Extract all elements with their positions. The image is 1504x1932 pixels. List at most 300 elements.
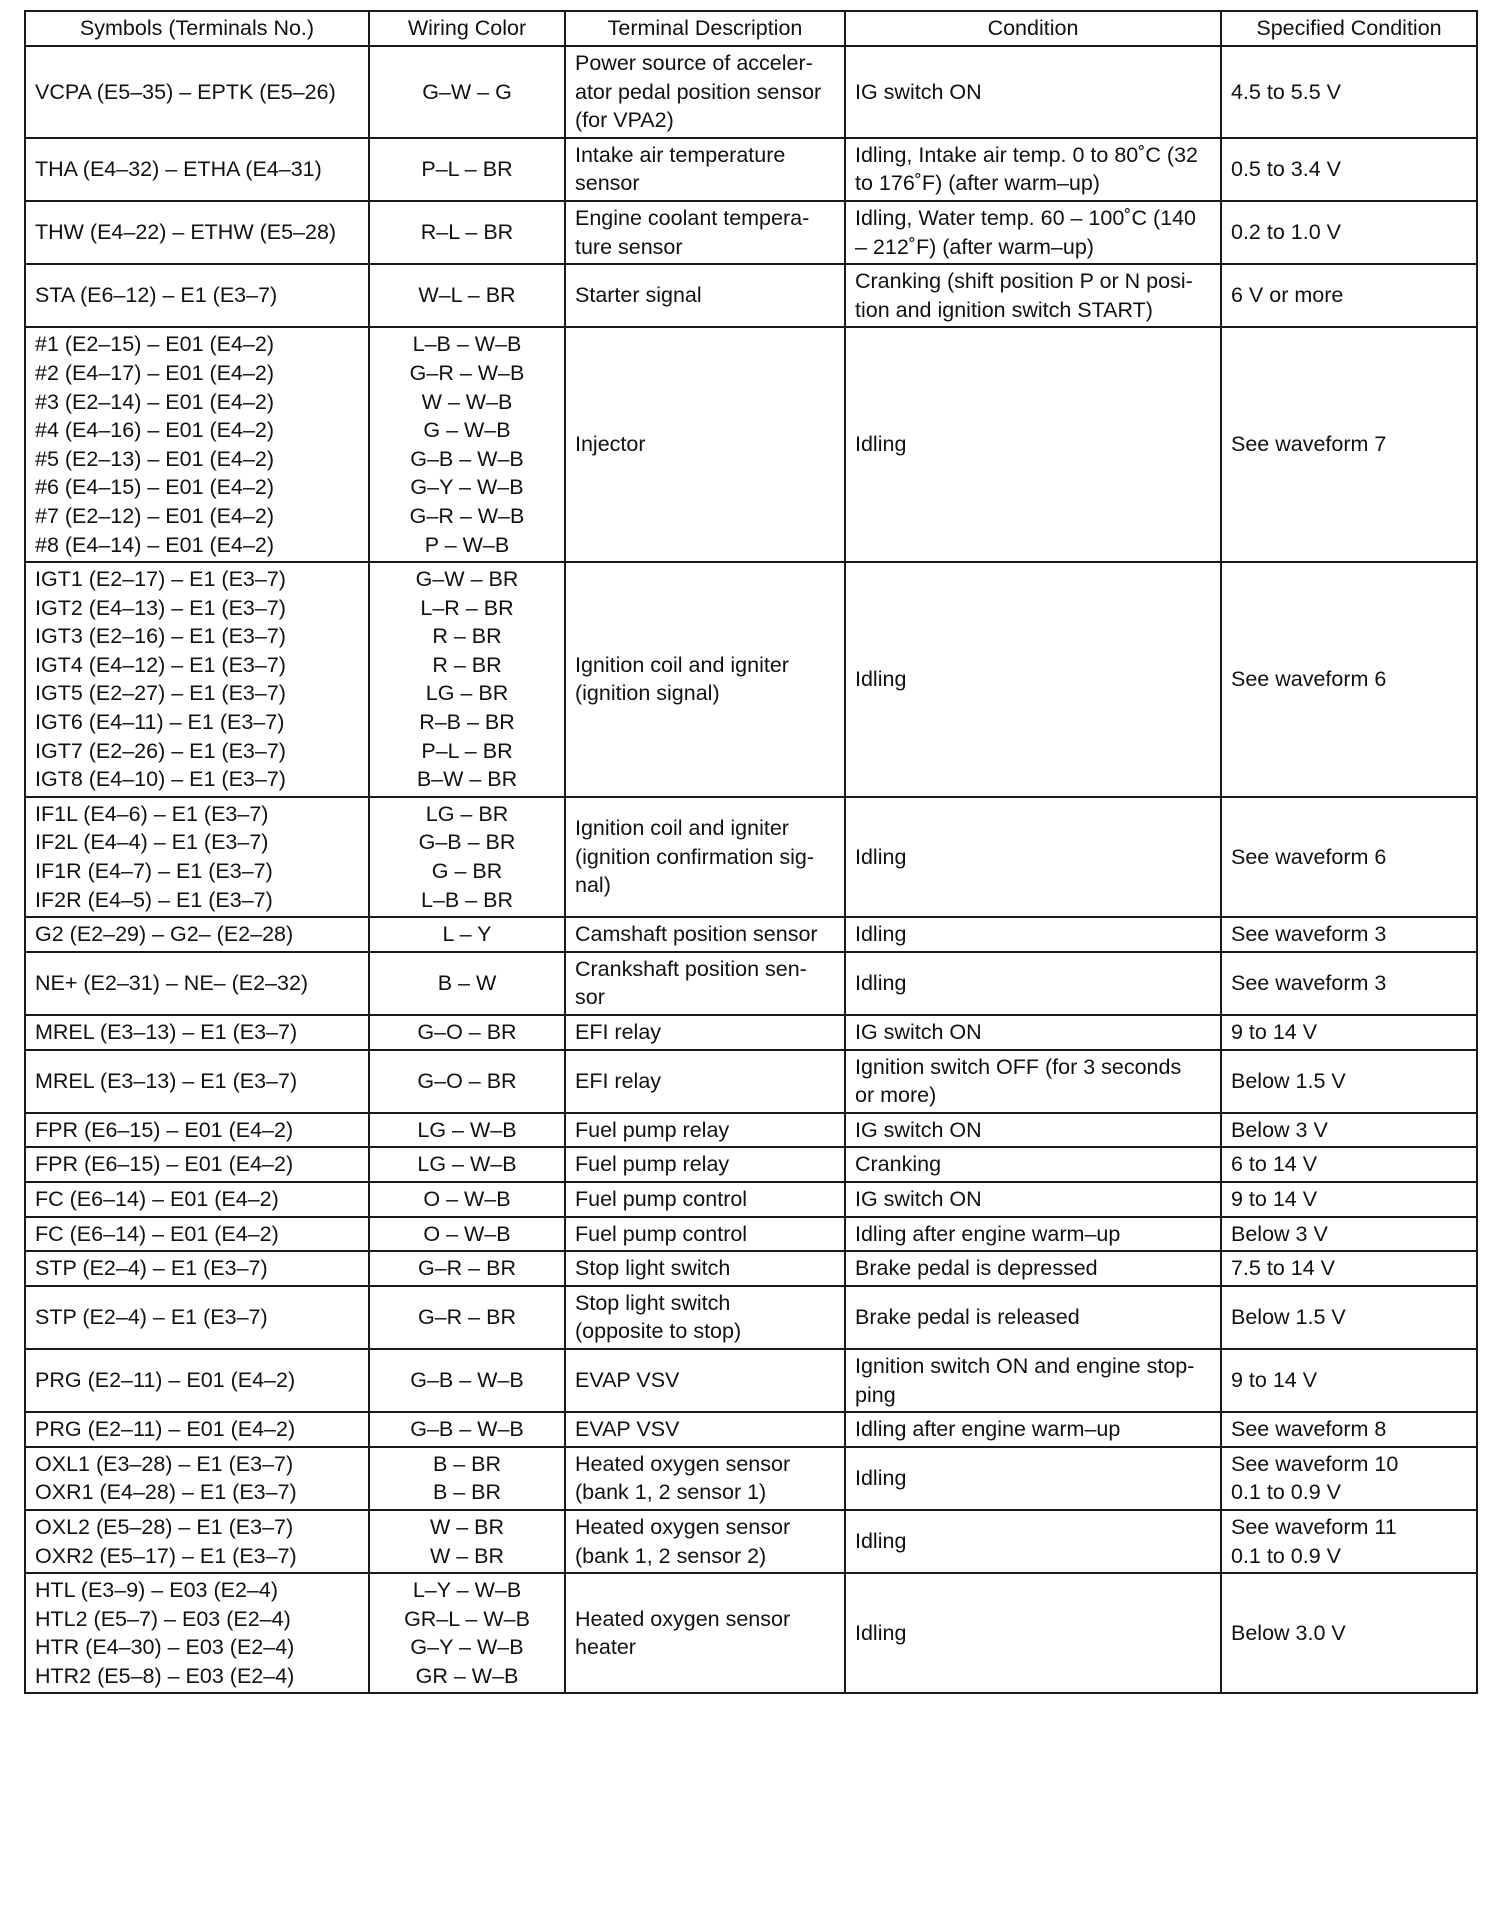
condition-line: IG switch ON [855,79,982,104]
description-line: Stop light switch [575,1256,731,1281]
description-line: sensor [575,171,640,196]
symbol-line: #7 (E2–12) – E01 (E4–2) [35,503,275,528]
condition-line: Brake pedal is released [855,1305,1080,1330]
table-row [25,138,1477,201]
symbol-line: IGT2 (E4–13) – E1 (E3–7) [35,595,286,620]
symbol-line: MREL (E3–13) – E1 (E3–7) [35,1068,298,1093]
header-terminal-description: Terminal Description [565,11,845,46]
specified-condition-line: See waveform 3 [1231,971,1387,996]
header-row [25,11,1477,46]
condition-line: Idling [855,922,907,947]
symbol-line: FC (E6–14) – E01 (E4–2) [35,1186,279,1211]
symbol-line: IF1R (E4–7) – E1 (E3–7) [35,859,273,884]
symbol-cell [25,562,369,797]
description-cell [565,1182,845,1217]
wiring-color-line: LG – BR [425,801,509,826]
specified-condition-line: 7.5 to 14 V [1231,1256,1335,1281]
wiring-color-line: R – BR [432,624,502,649]
table-row [25,1573,1477,1693]
specified-condition-line: Below 1.5 V [1231,1305,1346,1330]
specified-condition-line: 0.1 to 0.9 V [1231,1480,1341,1505]
wiring-color-cell [369,1182,565,1217]
description-line: Heated oxygen sensor [575,1606,791,1631]
specified-condition-line: See waveform 6 [1231,667,1387,692]
description-cell [565,1113,845,1148]
condition-line: Idling, Water temp. 60 – 100˚C (140 [855,205,1196,230]
description-cell [565,201,845,264]
specified-condition-cell [1221,46,1477,138]
description-line: EVAP VSV [575,1368,680,1393]
symbol-line: IGT3 (E2–16) – E1 (E3–7) [35,624,286,649]
description-line: Starter signal [575,283,702,308]
description-cell [565,1286,845,1349]
condition-cell [845,1286,1221,1349]
symbol-cell [25,264,369,327]
specified-condition-cell [1221,201,1477,264]
wiring-color-line: G–B – BR [418,830,516,855]
description-line: ture sensor [575,234,683,259]
table-body [25,46,1477,1693]
condition-cell [845,1050,1221,1113]
condition-line: Idling [855,667,907,692]
symbol-cell [25,138,369,201]
description-line: Heated oxygen sensor [575,1451,791,1476]
condition-cell [845,1015,1221,1050]
symbol-line: OXL1 (E3–28) – E1 (E3–7) [35,1451,294,1476]
symbol-line: IF1L (E4–6) – E1 (E3–7) [35,801,269,826]
description-cell [565,1349,845,1412]
table-row [25,327,1477,562]
specified-condition-line: See waveform 3 [1231,922,1387,947]
condition-cell [845,1573,1221,1693]
symbol-cell [25,1573,369,1693]
wiring-color-cell [369,264,565,327]
symbol-line: PRG (E2–11) – E01 (E4–2) [35,1417,296,1442]
description-line: (ignition signal) [575,681,720,706]
description-cell [565,1510,845,1573]
symbol-cell [25,1113,369,1148]
wiring-color-line: R–B – BR [419,710,515,735]
symbol-cell [25,952,369,1015]
specified-condition-cell [1221,1251,1477,1286]
symbol-line: THW (E4–22) – ETHW (E5–28) [35,220,337,245]
description-line: Fuel pump control [575,1221,748,1246]
symbol-line: HTR (E4–30) – E03 (E2–4) [35,1635,295,1660]
condition-line: Cranking (shift position P or N posi- [855,269,1193,294]
wiring-color-line: G–W – G [422,79,512,104]
wiring-color-line: G–W – BR [415,567,519,592]
wiring-color-line: P – W–B [424,532,510,557]
condition-cell [845,46,1221,138]
wiring-color-line: G–R – W–B [409,503,525,528]
condition-line: Idling [855,971,907,996]
symbol-line: FPR (E6–15) – E01 (E4–2) [35,1117,294,1142]
symbol-cell [25,1251,369,1286]
condition-line: Ignition switch OFF (for 3 seconds [855,1054,1182,1079]
symbol-line: #8 (E4–14) – E01 (E4–2) [35,532,275,557]
wiring-color-line: L–R – BR [420,595,514,620]
wiring-color-line: L–Y – W–B [412,1578,522,1603]
wiring-color-line: G–Y – W–B [410,1635,524,1660]
condition-cell [845,1510,1221,1573]
specified-condition-cell [1221,797,1477,917]
condition-cell [845,1412,1221,1447]
description-line: (opposite to stop) [575,1319,742,1344]
specified-condition-line: 9 to 14 V [1231,1368,1318,1393]
wiring-color-line: O – W–B [423,1221,511,1246]
description-line: Intake air temperature [575,142,786,167]
specified-condition-cell [1221,917,1477,952]
symbol-line: VCPA (E5–35) – EPTK (E5–26) [35,79,336,104]
wiring-color-line: R – BR [432,652,502,677]
wiring-color-cell [369,1147,565,1182]
wiring-color-line: LG – W–B [417,1117,517,1142]
table-row [25,1349,1477,1412]
symbol-cell [25,1015,369,1050]
description-line: Injector [575,432,646,457]
wiring-color-line: B–W – BR [416,767,518,792]
table-row [25,1015,1477,1050]
specified-condition-line: 6 V or more [1231,283,1344,308]
symbol-cell [25,1510,369,1573]
description-line: EFI relay [575,1020,662,1044]
wiring-color-cell [369,952,565,1015]
wiring-color-line: W–L – BR [418,283,516,308]
symbol-line: STP (E2–4) – E1 (E3–7) [35,1256,268,1281]
specified-condition-cell [1221,1573,1477,1693]
wiring-color-line: B – W [437,971,497,996]
condition-cell [845,1447,1221,1510]
specified-condition-cell [1221,562,1477,797]
description-line: Crankshaft position sen- [575,956,807,981]
specified-condition-line: 9 to 14 V [1231,1020,1318,1044]
table-row [25,797,1477,917]
symbol-line: FC (E6–14) – E01 (E4–2) [35,1221,279,1246]
table-row [25,1113,1477,1148]
wiring-color-line: G–B – W–B [410,1417,524,1442]
specified-condition-line: See waveform 8 [1231,1417,1387,1442]
wiring-color-line: R–L – BR [420,220,514,245]
condition-line: Idling [855,432,907,457]
symbol-line: HTR2 (E5–8) – E03 (E2–4) [35,1663,295,1688]
symbol-line: MREL (E3–13) – E1 (E3–7) [35,1020,298,1044]
specified-condition-line: See waveform 6 [1231,844,1387,869]
symbol-line: IGT6 (E4–11) – E1 (E3–7) [35,710,285,735]
description-cell [565,1015,845,1050]
specified-condition-cell [1221,1447,1477,1510]
specified-condition-line: 4.5 to 5.5 V [1231,79,1341,104]
condition-line: Ignition switch ON and engine stop- [855,1353,1195,1378]
symbol-line: IGT4 (E4–12) – E1 (E3–7) [35,652,286,677]
specified-condition-line: 6 to 14 V [1231,1152,1318,1177]
table-row [25,917,1477,952]
description-line: Fuel pump control [575,1186,748,1211]
table-row [25,201,1477,264]
symbol-line: #6 (E4–15) – E01 (E4–2) [35,475,275,500]
table-row [25,562,1477,797]
description-line: Ignition coil and igniter [575,652,789,677]
table-row [25,1217,1477,1252]
specified-condition-line: 0.1 to 0.9 V [1231,1543,1341,1568]
wiring-color-line: B – BR [432,1480,502,1505]
description-line: (ignition confirmation sig- [575,844,814,869]
specified-condition-cell [1221,1286,1477,1349]
specified-condition-line: 0.5 to 3.4 V [1231,157,1341,182]
wiring-color-cell [369,917,565,952]
description-cell [565,1251,845,1286]
table-row [25,952,1477,1015]
description-line: EFI relay [575,1068,662,1093]
symbol-line: OXR2 (E5–17) – E1 (E3–7) [35,1543,297,1568]
symbol-cell [25,917,369,952]
condition-line: IG switch ON [855,1186,982,1211]
description-line: nal) [575,873,611,898]
description-cell [565,1447,845,1510]
condition-line: IG switch ON [855,1020,982,1044]
wiring-color-line: L–B – W–B [412,332,522,357]
description-cell [565,1573,845,1693]
header-specified-condition: Specified Condition [1221,11,1477,46]
wiring-color-cell [369,1217,565,1252]
condition-cell [845,797,1221,917]
description-cell [565,797,845,917]
specified-condition-cell [1221,1510,1477,1573]
symbol-line: #2 (E4–17) – E01 (E4–2) [35,360,275,385]
symbol-line: #4 (E4–16) – E01 (E4–2) [35,418,275,443]
description-cell [565,562,845,797]
table-row [25,1447,1477,1510]
symbol-line: PRG (E2–11) – E01 (E4–2) [35,1368,296,1393]
wiring-color-line: G–R – BR [418,1305,516,1330]
symbol-line: THA (E4–32) – ETHA (E4–31) [35,157,322,182]
header-wiring-color: Wiring Color [369,11,565,46]
wiring-color-line: LG – W–B [417,1152,517,1177]
symbol-line: IGT1 (E2–17) – E1 (E3–7) [35,567,286,592]
description-cell [565,1050,845,1113]
condition-cell [845,201,1221,264]
specified-condition-line: Below 3 V [1231,1221,1328,1246]
wiring-color-line: LG – BR [425,681,509,706]
description-line: Heated oxygen sensor [575,1514,791,1539]
symbol-cell [25,201,369,264]
specified-condition-cell [1221,1015,1477,1050]
description-cell [565,138,845,201]
specified-condition-line: Below 1.5 V [1231,1068,1346,1093]
condition-line: Cranking [855,1152,942,1177]
header-symbols: Symbols (Terminals No.) [25,11,369,46]
wiring-color-cell [369,1015,565,1050]
wiring-color-line: O – W–B [423,1186,511,1211]
specified-condition-line: 9 to 14 V [1231,1186,1318,1211]
symbol-line: STP (E2–4) – E1 (E3–7) [35,1305,268,1330]
symbol-cell [25,1147,369,1182]
specified-condition-cell [1221,138,1477,201]
condition-line: Idling [855,844,907,869]
specified-condition-cell [1221,1113,1477,1148]
condition-cell [845,1349,1221,1412]
wiring-color-cell [369,1286,565,1349]
symbol-line: STA (E6–12) – E1 (E3–7) [35,283,278,308]
table-row [25,1050,1477,1113]
wiring-color-line: G – BR [431,859,503,884]
wiring-color-line: L–B – BR [420,887,514,912]
description-line: (for VPA2) [575,108,674,133]
table-row [25,1286,1477,1349]
condition-line: Idling, Intake air temp. 0 to 80˚C (32 [855,142,1198,167]
wiring-color-line: G–Y – W–B [410,475,524,500]
wiring-color-cell [369,1510,565,1573]
specified-condition-line: 0.2 to 1.0 V [1231,220,1341,245]
description-line: ator pedal position sensor [575,79,822,104]
symbol-line: IGT5 (E2–27) – E1 (E3–7) [35,681,286,706]
condition-line: ping [855,1382,896,1407]
description-line: EVAP VSV [575,1417,680,1442]
description-cell [565,952,845,1015]
condition-cell [845,264,1221,327]
description-line: (bank 1, 2 sensor 2) [575,1543,767,1568]
symbol-line: IGT8 (E4–10) – E1 (E3–7) [35,767,286,792]
wiring-color-cell [369,562,565,797]
symbol-line: OXR1 (E4–28) – E1 (E3–7) [35,1480,297,1505]
symbol-line: IF2L (E4–4) – E1 (E3–7) [35,830,269,855]
symbol-cell [25,1349,369,1412]
wiring-color-line: G – W–B [423,418,511,443]
description-cell [565,917,845,952]
wiring-color-cell [369,1412,565,1447]
wiring-color-line: G–O – BR [417,1068,517,1093]
condition-line: Idling after engine warm–up [855,1221,1121,1246]
description-line: heater [575,1635,636,1660]
symbol-line: HTL (E3–9) – E03 (E2–4) [35,1578,278,1603]
wiring-color-line: B – BR [432,1451,502,1476]
wiring-color-line: G–R – W–B [409,360,525,385]
description-cell [565,1412,845,1447]
terminal-spec-table [24,10,1478,1694]
symbol-line: IGT7 (E2–26) – E1 (E3–7) [35,738,286,763]
symbol-line: HTL2 (E5–7) – E03 (E2–4) [35,1606,291,1631]
specified-condition-cell [1221,1147,1477,1182]
specified-condition-cell [1221,1217,1477,1252]
wiring-color-line: P–L – BR [421,157,513,182]
condition-cell [845,562,1221,797]
specified-condition-cell [1221,952,1477,1015]
symbol-cell [25,797,369,917]
description-line: sor [575,985,605,1010]
specified-condition-cell [1221,327,1477,562]
specified-condition-line: Below 3 V [1231,1117,1328,1142]
specified-condition-cell [1221,1050,1477,1113]
symbol-cell [25,1447,369,1510]
wiring-color-line: G–O – BR [417,1020,517,1044]
wiring-color-cell [369,1050,565,1113]
wiring-color-line: W – W–B [421,389,513,414]
condition-line: Idling [855,1620,907,1645]
description-line: Camshaft position sensor [575,922,818,947]
wiring-color-cell [369,46,565,138]
description-cell [565,1217,845,1252]
wiring-color-line: G–R – BR [418,1256,516,1281]
symbol-cell [25,1286,369,1349]
header-condition: Condition [845,11,1221,46]
wiring-color-line: GR – W–B [415,1663,519,1688]
specified-condition-cell [1221,264,1477,327]
wiring-color-cell [369,138,565,201]
symbol-cell [25,1182,369,1217]
table-row [25,264,1477,327]
condition-line: or more) [855,1083,937,1108]
symbol-line: NE+ (E2–31) – NE– (E2–32) [35,971,309,996]
condition-line: Idling after engine warm–up [855,1417,1121,1442]
condition-cell [845,952,1221,1015]
condition-line: Brake pedal is depressed [855,1256,1098,1281]
description-cell [565,46,845,138]
specified-condition-line: See waveform 10 [1231,1451,1399,1476]
description-line: Stop light switch [575,1290,731,1315]
wiring-color-cell [369,327,565,562]
specified-condition-cell [1221,1349,1477,1412]
condition-line: Idling [855,1529,907,1554]
condition-line: IG switch ON [855,1117,982,1142]
symbol-line: #5 (E2–13) – E01 (E4–2) [35,446,275,471]
wiring-color-line: W – BR [429,1514,505,1539]
condition-line: to 176˚F) (after warm–up) [855,171,1100,196]
specified-condition-line: Below 3.0 V [1231,1620,1346,1645]
wiring-color-cell [369,1349,565,1412]
wiring-color-cell [369,1573,565,1693]
wiring-color-line: P–L – BR [421,738,513,763]
description-line: Ignition coil and igniter [575,816,789,841]
wiring-color-line: G–B – W–B [410,1368,524,1393]
condition-cell [845,1113,1221,1148]
symbol-line: OXL2 (E5–28) – E1 (E3–7) [35,1514,294,1539]
condition-cell [845,1182,1221,1217]
wiring-color-line: W – BR [429,1543,505,1568]
condition-line: Idling [855,1466,907,1491]
description-line: Power source of acceler- [575,51,813,75]
condition-line: tion and ignition switch START) [855,297,1153,322]
condition-line: – 212˚F) (after warm–up) [855,234,1094,259]
table-row [25,1182,1477,1217]
wiring-color-cell [369,1113,565,1148]
description-cell [565,1147,845,1182]
description-cell [565,264,845,327]
condition-cell [845,1217,1221,1252]
symbol-line: IF2R (E4–5) – E1 (E3–7) [35,887,273,912]
table-row [25,1510,1477,1573]
condition-cell [845,1147,1221,1182]
symbol-line: #3 (E2–14) – E01 (E4–2) [35,389,275,414]
symbol-cell [25,1217,369,1252]
wiring-color-line: L – Y [442,922,492,947]
condition-cell [845,1251,1221,1286]
wiring-color-line: GR–L – W–B [404,1606,530,1631]
table-row [25,46,1477,138]
symbol-cell [25,46,369,138]
condition-cell [845,138,1221,201]
symbol-cell [25,327,369,562]
description-line: (bank 1, 2 sensor 1) [575,1480,767,1505]
description-cell [565,327,845,562]
description-line: Fuel pump relay [575,1152,730,1177]
wiring-color-line: G–B – W–B [410,446,524,471]
specified-condition-cell [1221,1182,1477,1217]
symbol-line: FPR (E6–15) – E01 (E4–2) [35,1152,294,1177]
specified-condition-cell [1221,1412,1477,1447]
table-row [25,1251,1477,1286]
symbol-cell [25,1412,369,1447]
description-line: Engine coolant tempera- [575,205,810,230]
wiring-color-cell [369,201,565,264]
